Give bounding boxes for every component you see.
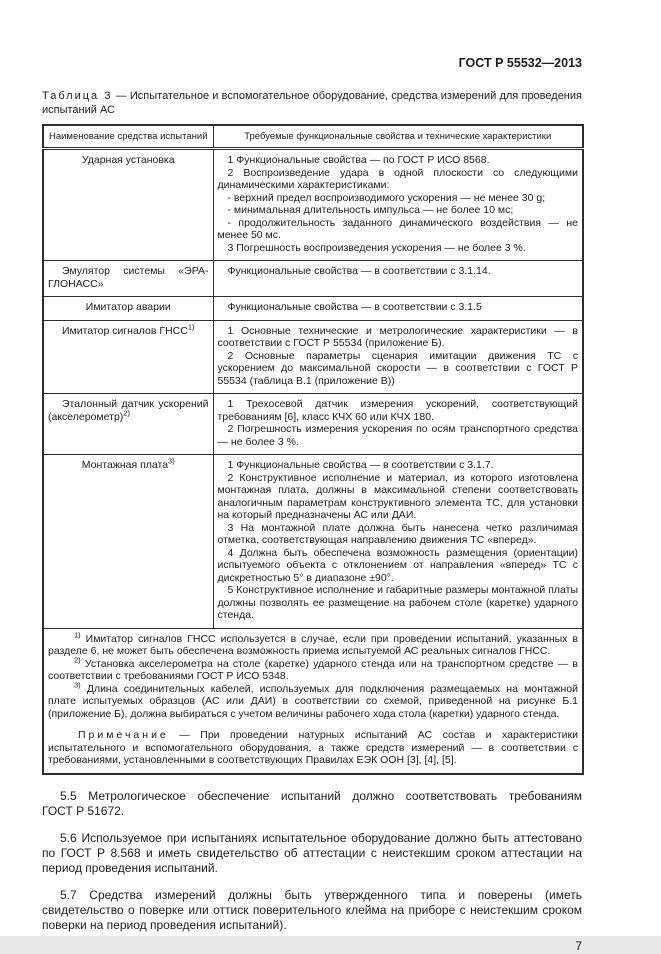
column-header-name: Наименование средства испытаний — [43, 125, 213, 149]
requirement-paragraph: 1 Функциональные свойства — по ГОСТ Р ИСО 8568. — [227, 154, 490, 166]
footnote-marker: 3) — [74, 680, 81, 689]
requirements-cell — [213, 394, 583, 455]
table-header-row — [43, 125, 583, 149]
equipment-name: Эталонный датчик ускорений (акселерометр) — [48, 398, 209, 423]
requirement-paragraph: 2 Погрешность измерения ускорения по осям транспортного средства — не более 3 %. — [217, 423, 578, 448]
equipment-name-cell — [43, 149, 213, 261]
footnote-marker: 2) — [74, 655, 81, 664]
requirement-paragraph: 1 Функциональные свойства — в соответствии с 3.1.7. — [227, 459, 494, 471]
requirement-paragraph: 1 Основные технические и метрологические характеристики — в соответствии с ГОСТ Р 55534 (приложение Б). — [217, 324, 578, 349]
paragraph-5-5-line1: 5.5 Метрологическое обеспечение испытаний должно соответствовать требованиям — [60, 788, 582, 803]
requirement-paragraph: 2 Конструктивное исполнение и материал, из которого изготовлена монтажная плата, должны в максимальной степени соответствовать аналогичным параметрам конструктивного элемента ТС, для установки на который предназначены АС или ДАИ. — [217, 471, 578, 521]
footnote: $^{2)}$ Установка акселерометра на столе (каретке) ударного стенда или на транспортном средстве — в соответствии с требованиями ГОСТ Р ИСО 5348. — [48, 655, 578, 682]
table-row — [43, 320, 583, 394]
table-note-label: Примечание — [78, 729, 169, 741]
requirements-cell — [213, 320, 583, 394]
requirements-cell — [213, 455, 583, 629]
requirement-paragraph: 5 Конструктивное исполнение и габаритные размеры монтажной платы должны позволять ее размещение на рабочем столе (каретке) ударного стенда. — [217, 584, 578, 621]
equipment-name-cell — [43, 261, 213, 297]
requirement-paragraph: - продолжительность заданного динамического воздействия — не менее 50 мс. — [217, 216, 578, 241]
table-row — [43, 455, 583, 629]
requirement-paragraph: 3 Погрешность воспроизведения ускорения — не более 3 %. — [227, 241, 526, 254]
footnote-marker: 2) — [123, 408, 130, 417]
page-number: 7 — [575, 938, 582, 953]
requirements-cell — [213, 297, 583, 321]
equipment-table — [42, 124, 584, 775]
requirement-paragraph: Функциональные свойства — в соответствии с 3.1.5 — [227, 301, 482, 313]
equipment-name: Имитатор аварии — [85, 301, 171, 313]
footnote-marker: 1) — [74, 630, 81, 639]
footnote-marker: 1) — [187, 322, 195, 331]
table-footnote-row — [43, 628, 583, 774]
equipment-name: Имитатор сигналов ГНСС — [62, 324, 188, 337]
running-header: ГОСТ Р 55532—2013 — [458, 56, 582, 70]
table-row — [43, 149, 583, 261]
footnote-marker: 3) — [168, 456, 175, 466]
table-caption-text: — Испытательное и вспомогательное оборудование, средства измерений для проведения испытаний АС — [42, 90, 582, 116]
requirement-paragraph: - минимальная длительность импульса — не более 10 мс; — [227, 204, 514, 216]
footnote-cell — [43, 628, 583, 774]
requirement-paragraph: 1 Трехосевой датчик измерения ускорений, соответствующий требованиям [6], класс КЧХ 60 или КЧХ 180. — [217, 398, 578, 423]
equipment-name: Эмулятор системы «ЭРА-ГЛОНАСС» — [48, 265, 209, 290]
requirement-paragraph: 3 На монтажной плате должна быть нанесена четко различимая отметка, соответствующая направлению движения ТС «вперед». — [217, 521, 578, 546]
paragraph-5-7: 5.7 Средства измерений должны быть утвержденного типа и поверены (иметь свидетельство о поверке или оттиск поверительного клейма на приборе с неистекшим сроком поверки на период проведения испытаний). — [42, 887, 582, 932]
equipment-name-cell — [43, 320, 213, 394]
table-caption — [42, 89, 582, 117]
table-caption-label: Таблица 3 — [42, 90, 113, 102]
footnote: $^{1)}$ Имитатор сигналов ГНСС используется в случае, если при проведении испытаний, указанных в разделе 6, не может быть обеспечена возможность приема испытуемой АС реальных сигналов ГНСС. — [48, 630, 578, 657]
column-header-requirements: Требуемые функциональные свойства и технические характеристики — [213, 125, 583, 149]
requirement-paragraph: 4 Должна быть обеспечена возможность размещения (ориентации) испытуемого объекта с отклонением от направления «вперед» ТС с дискретностью 5° в диапазоне ±90°. — [217, 546, 578, 584]
paragraph-5-5 — [42, 789, 582, 819]
requirements-cell — [213, 149, 583, 261]
requirements-cell — [213, 261, 583, 297]
requirement-paragraph: - верхний предел воспроизводимого ускорения — не менее 30 g; — [227, 191, 546, 204]
footnote: $^{3)}$ Длина соединительных кабелей, используемых для подключения размещаемых на монтажной плате испытуемых образцов (АС или ДАИ) в соответствии со схемой, приведенной на рисунке Б.1 (приложение Б), должна выбираться с учетом величины рабочего хода стола (каретки) ударного стенда. — [48, 680, 578, 720]
equipment-name: Монтажная плата — [81, 459, 169, 471]
equipment-name-cell — [43, 455, 213, 629]
paragraph-5-5-line2: ГОСТ Р 51672. — [42, 803, 125, 818]
equipment-name-cell — [43, 394, 213, 455]
requirement-paragraph: 2 Основные параметры сценария имитации движения ТС с ускорением до максимальной скорости — в соответствии с ГОСТ Р 55534 (таблица В.1 (приложение В)) — [217, 349, 578, 387]
table-row — [43, 297, 583, 321]
equipment-name: Ударная установка — [81, 154, 175, 166]
requirement-paragraph: 2 Воспроизведение удара в одной плоскости со следующими динамическими характеристиками: — [217, 166, 578, 191]
paragraph-5-6: 5.6 Используемое при испытаниях испытательное оборудование должно быть аттестовано по ГОСТ Р 8.568 и иметь свидетельство об аттестации с неистекшим сроком аттестации на период проведения испытаний. — [42, 830, 582, 875]
table-note: Примечание — При проведении натурных испытаний АС состав и характеристики испытательного и вспомогательного оборудования, а также средств измерений — в соответствии с требованиями, установленными в соответствующих Правилах ЕЭК ООН [3], [4], [5]. — [48, 729, 578, 766]
equipment-name-cell — [43, 297, 213, 321]
table-row — [43, 394, 583, 455]
requirement-paragraph: Функциональные свойства — в соответствии с 3.1.14. — [227, 265, 491, 277]
table-row — [43, 261, 583, 297]
